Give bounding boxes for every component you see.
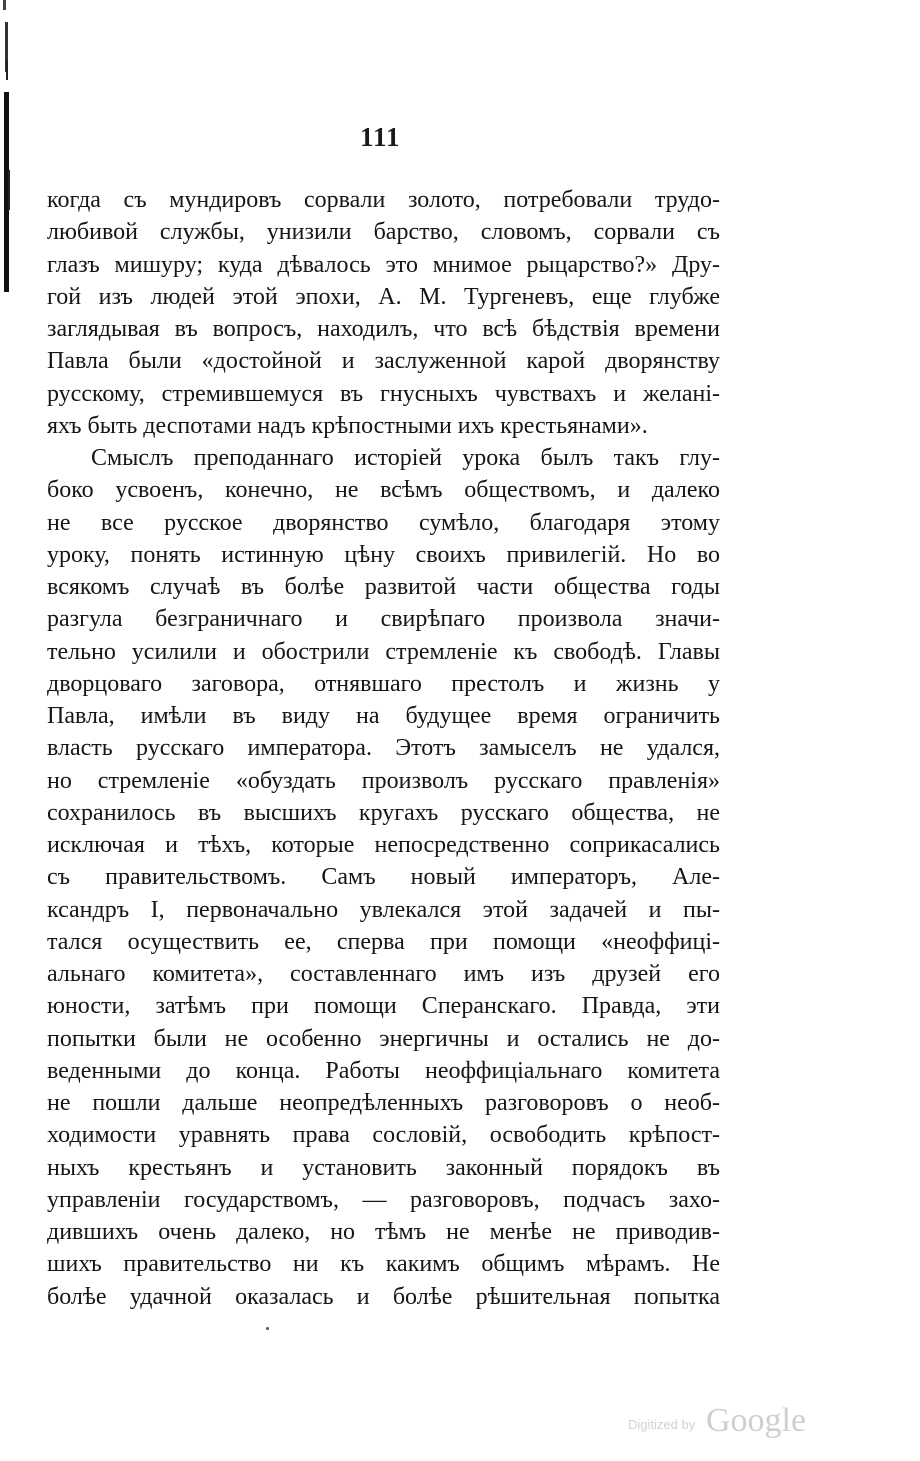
text-line: ходимости уравнять права сословій, освободить крѣпост- (47, 1122, 720, 1149)
body-text (47, 184, 720, 1313)
watermark-prefix: Digitized by (628, 1417, 696, 1432)
text-line: шихъ правительство ни къ какимъ общимъ мѣрамъ. Не (47, 1251, 720, 1278)
text-line: альнаго комитета», составленнаго имъ изъ друзей его (47, 961, 720, 987)
text-line: исключая и тѣхъ, которые непосредственно соприкасались (47, 832, 720, 858)
text-line: русскому, стремившемуся въ гнусныхъ чувствахъ и желані- (47, 380, 720, 407)
text-line: когда съ мундировъ сорвали золото, потребовали трудо- (47, 187, 720, 213)
text-line: Павла были «достойной и заслуженной карой дворянству (47, 348, 720, 375)
text-line: любивой службы, унизили барство, словомъ, сорвали съ (47, 219, 720, 246)
text-line: тельно усилили и обострили стремленіе къ свободѣ. Главы (47, 638, 720, 665)
text-line: дившихъ очень далеко, но тѣмъ не менѣе не приводив- (47, 1219, 720, 1245)
text-line: заглядывая въ вопросъ, находилъ, что всѣ бѣдствія времени (47, 316, 720, 342)
text-line: юности, затѣмъ при помощи Сперанскаго. Правда, эти (47, 993, 720, 1020)
text-line: тался осуществить ее, сперва при помощи «неоффиці- (47, 928, 720, 955)
text-line: Смыслъ преподаннаго исторіей урока былъ такъ глу- (91, 445, 720, 471)
text-line: веденными до конца. Работы неоффиціальнаго комитета (47, 1057, 720, 1084)
text-line: не все русское дворянство сумѣло, благодаря этому (47, 509, 720, 536)
ink-speck (266, 1327, 269, 1330)
text-line: яхъ быть деспотами надъ крѣпостными ихъ крестьянами». (47, 412, 648, 439)
text-line: дворцоваго заговора, отнявшаго престолъ и жизнь у (47, 670, 720, 697)
text-line: управленіи государствомъ, — разговоровъ, подчасъ захо- (47, 1186, 720, 1213)
text-line: болѣе удачной оказалась и болѣе рѣшительная попытка (47, 1283, 720, 1310)
svg-text:Google: Google (706, 1402, 807, 1439)
page-number: 111 (360, 122, 401, 152)
text-line: ксандръ I, первоначально увлекался этой задачей и пы- (47, 896, 720, 923)
text-line: боко усвоенъ, конечно, не всѣмъ обществомъ, и далеко (47, 477, 720, 504)
text-line: глазъ мишуру; куда дѣвалось это мнимое рыцарство?» Дру- (47, 251, 720, 278)
text-line: власть русскаго императора. Этотъ замыселъ не удался, (47, 735, 720, 762)
text-line: но стремленіе «обуздать произволъ русскаго правленія» (47, 767, 720, 794)
text-line: уроку, понять истинную цѣну своихъ привилегій. Но во (47, 541, 720, 568)
google-logo-icon (706, 1398, 822, 1442)
text-line: Павла, имѣли въ виду на будущее время ограничить (47, 703, 720, 729)
text-line: попытки были не особенно энергичны и остались не до- (47, 1025, 720, 1052)
text-line: ныхъ крестьянъ и установить законный порядокъ въ (47, 1154, 720, 1181)
text-line: не пошли дальше неопредѣленныхъ разговоровъ о необ- (47, 1090, 720, 1116)
text-line: съ правительствомъ. Самъ новый императоръ, Але- (47, 864, 720, 891)
text-line: всякомъ случаѣ въ болѣе развитой части общества годы (47, 574, 720, 600)
text-line: разгула безграничнаго и свирѣпаго произвола значи- (47, 606, 720, 633)
scan-edge-mark (0, 0, 14, 310)
digitization-watermark (622, 1398, 822, 1442)
text-line: сохранилось въ высшихъ кругахъ русскаго общества, не (47, 799, 720, 826)
text-line: гой изъ людей этой эпохи, А. М. Тургеневъ, еще глубже (47, 283, 720, 310)
